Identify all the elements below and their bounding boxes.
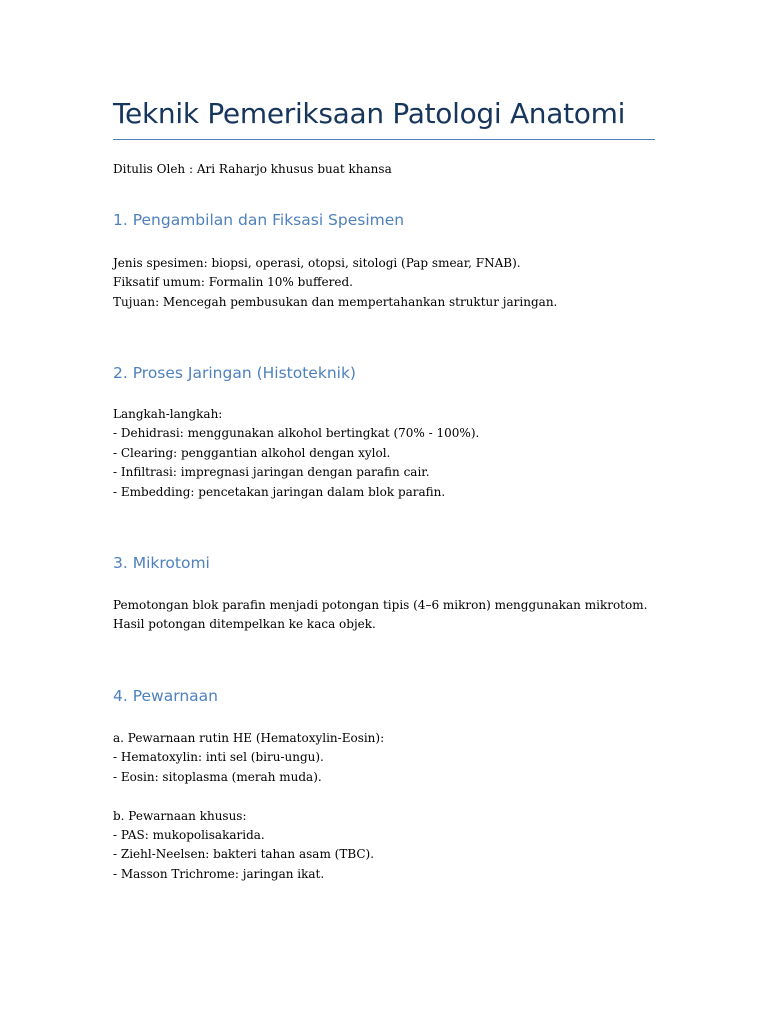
section-2-line: - Embedding: pencetakan jaringan dalam blok parafin. xyxy=(113,484,446,499)
section-2-line: - Clearing: penggantian alkohol dengan xylol. xyxy=(113,445,391,460)
section-2-line: Langkah-langkah: xyxy=(113,407,223,421)
section-1-line: Jenis spesimen: biopsi, operasi, otopsi, sitologi (Pap smear, FNAB). xyxy=(113,256,521,270)
document-title: Teknik Pemeriksaan Patologi Anatomi xyxy=(113,97,626,130)
section-body-3 xyxy=(113,596,647,635)
section-4-line: - Masson Trichrome: jaringan ikat. xyxy=(113,866,325,881)
section-heading-1: 1. Pengambilan dan Fiksasi Spesimen xyxy=(113,211,405,229)
section-4-line: - Ziehl-Neelsen: bakteri tahan asam (TBC). xyxy=(113,847,375,862)
section-1-line: Tujuan: Mencegah pembusukan dan mempertahankan struktur jaringan. xyxy=(113,294,558,309)
section-2-line: - Dehidrasi: menggunakan alkohol bertingkat (70% - 100%). xyxy=(113,426,480,441)
section-body-1 xyxy=(113,254,557,312)
section-2-line: - Infiltrasi: impregnasi jaringan dengan parafin cair. xyxy=(113,465,430,480)
section-4-line: - PAS: mukopolisakarida. xyxy=(113,828,265,843)
section-4-line: a. Pewarnaan rutin HE (Hematoxylin-Eosin): xyxy=(113,731,385,745)
section-heading-4: 4. Pewarnaan xyxy=(113,687,218,705)
section-body-2 xyxy=(113,405,479,502)
section-heading-3: 3. Mikrotomi xyxy=(113,554,210,572)
section-3-line: Hasil potongan ditempelkan ke kaca objek. xyxy=(113,617,376,632)
author-line: Ditulis Oleh : Ari Raharjo khusus buat khansa xyxy=(113,162,392,176)
section-body-4 xyxy=(113,729,384,884)
section-4-line: b. Pewarnaan khusus: xyxy=(113,808,247,823)
blank-line xyxy=(113,787,384,806)
section-3-line: Pemotongan blok parafin menjadi potongan tipis (4–6 mikron) menggunakan mikrotom. xyxy=(113,598,648,612)
section-heading-2: 2. Proses Jaringan (Histoteknik) xyxy=(113,364,356,382)
section-1-line: Fiksatif umum: Formalin 10% buffered. xyxy=(113,275,353,290)
section-4-line: - Eosin: sitoplasma (merah muda). xyxy=(113,769,322,784)
title-underline xyxy=(113,139,655,140)
section-4-line: - Hematoxylin: inti sel (biru-ungu). xyxy=(113,750,324,765)
